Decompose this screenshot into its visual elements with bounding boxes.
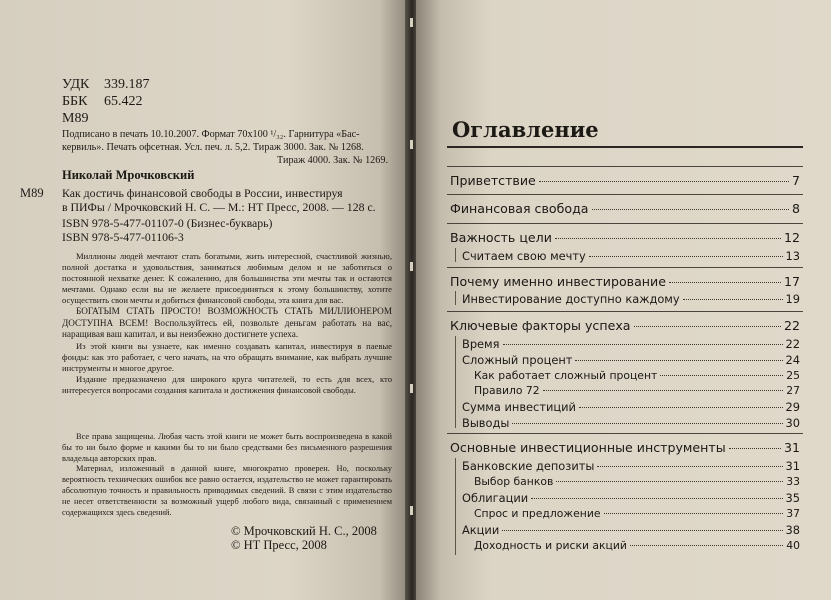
toc-entry-title: Облигации	[462, 491, 529, 505]
annotation-paragraph: Издание предназначено для широкого круга читателей, то есть для всех, кто интересуется вопросами создания капитала и достижения финансовой свободы.	[62, 374, 392, 396]
rights-paragraph: Материал, изложенный в данной книге, многократно проверен. Но, поскольку вероятность технических ошибок все равно остается, издательство не может гарантировать абсолютную точность и правильность приводимых сведений. В связи с этим издательство не несет ответственности за возможный ущерб любого вида, связанный с применением содержащихся здесь сведений.	[62, 464, 392, 517]
section-rule	[447, 311, 803, 312]
print-line-1: Подписано в печать 10.10.2007. Формат 70х100 ¹/₃₂. Гарнитура «Бас-	[62, 129, 360, 140]
section-rule	[447, 166, 803, 167]
toc-entry-page: 22	[785, 337, 800, 351]
toc-entry-page: 30	[785, 416, 800, 430]
biblio-line-1: Как достичь финансовой свободы в России, инвестируя	[62, 186, 343, 200]
toc-entry-page: 13	[785, 249, 800, 263]
dot-leader	[592, 209, 789, 210]
dot-leader	[556, 481, 783, 482]
dot-leader	[597, 466, 782, 467]
toc-entry	[462, 353, 800, 367]
toc-entry	[450, 201, 800, 216]
toc-entry-title: Основные инвестиционные инструменты	[450, 440, 726, 455]
toc-entry-page: 24	[785, 353, 800, 367]
toc-entry-page: 38	[785, 523, 800, 537]
subsection-bracket	[455, 248, 456, 262]
toc-entry-page: 33	[786, 475, 800, 488]
bbk-value: 65.422	[104, 94, 143, 109]
dot-leader	[503, 344, 783, 345]
author-name: Николай Мрочковский	[62, 168, 195, 182]
toc-entry-title: Правило 72	[474, 384, 540, 397]
toc-entry	[462, 459, 800, 473]
toc-entry	[462, 337, 800, 351]
section-rule	[447, 433, 803, 434]
toc-entry-title: Спрос и предложение	[474, 507, 601, 520]
toc-entry-title: Банковские депозиты	[462, 459, 595, 473]
toc-entry-page: 27	[786, 384, 800, 397]
dot-leader	[634, 326, 781, 327]
dot-leader	[539, 181, 789, 182]
dot-leader	[683, 299, 783, 300]
dot-leader	[660, 375, 783, 376]
subsection-bracket	[455, 458, 456, 555]
toc-entry-title: Акции	[462, 523, 500, 537]
toc-entry-title: Выбор банков	[474, 475, 554, 488]
udk-value: 339.187	[104, 77, 150, 92]
dot-leader	[531, 498, 782, 499]
bbk-label: ББК	[62, 94, 88, 109]
section-rule	[447, 194, 803, 195]
dot-leader	[729, 448, 781, 449]
toc-entry-page: 40	[786, 539, 800, 552]
print-line-3: Тираж 4000. Зак. № 1269.	[277, 155, 388, 166]
toc-entry-page: 35	[785, 491, 800, 505]
dot-leader	[579, 407, 783, 408]
margin-catalog-code: М89	[20, 186, 44, 200]
toc-entry-title: Доходность и риски акций	[474, 539, 627, 552]
toc-entry-title: Почему именно инвестирование	[450, 274, 666, 289]
toc-entry	[450, 230, 800, 245]
isbn-1: ISBN 978-5-477-01107-0 (Бизнес-букварь)	[62, 216, 273, 230]
rights-paragraph: Все права защищены. Любая часть этой книги не может быть воспроизведена в какой бы то ни было форме и какими бы то ни было средствами без письменного разрешения владельца авторских прав.	[62, 432, 392, 463]
toc-entry-title: Выводы	[462, 416, 510, 430]
toc-entry-title: Как работает сложный процент	[474, 369, 658, 382]
print-line-2: кервиль». Печать офсетная. Усл. печ. л. 5,2. Тираж 3000. Зак. № 1268.	[62, 142, 364, 153]
toc-entry-page: 37	[786, 507, 800, 520]
copyright-author: © Мрочковский Н. С., 2008	[231, 524, 377, 538]
toc-entry	[462, 292, 800, 306]
toc-entry	[462, 523, 800, 537]
toc-entry-title: Ключевые факторы успеха	[450, 318, 631, 333]
toc-entry	[462, 416, 800, 430]
toc-entry-title: Финансовая свобода	[450, 201, 589, 216]
toc-entry	[462, 491, 800, 505]
toc-entry	[474, 369, 800, 382]
toc-entry-title: Считаем свою мечту	[462, 249, 586, 263]
toc-entry	[474, 507, 800, 520]
toc-entry-title: Сумма инвестиций	[462, 400, 576, 414]
dot-leader	[630, 545, 783, 546]
toc-entry-page: 31	[783, 440, 800, 455]
annotation-paragraph: Из этой книги вы узнаете, как именно создавать капитал, инвестируя в паевые фонды: как это работает, с чего начать, на что обращать внимание, как выбрать лучшие инструменты и многое другое.	[62, 340, 392, 374]
toc-entry	[474, 384, 800, 397]
dot-leader	[604, 513, 784, 514]
catalog-code: М89	[62, 111, 89, 126]
biblio-line-2: в ПИФы / Мрочковский Н. С. — М.: НТ Пресс, 2008. — 128 с.	[62, 200, 376, 214]
toc-entry-page: 12	[783, 230, 800, 245]
toc-entry-title: Сложный процент	[462, 353, 573, 367]
toc-entry-page: 17	[783, 274, 800, 289]
toc-entry	[474, 475, 800, 488]
dot-leader	[589, 256, 783, 257]
dot-leader	[555, 238, 781, 239]
copyright-publisher: © НТ Пресс, 2008	[231, 538, 327, 552]
toc-entry	[474, 539, 800, 552]
section-rule	[447, 223, 803, 224]
toc-entry	[462, 249, 800, 263]
toc-entry	[450, 173, 800, 188]
subsection-bracket	[455, 336, 456, 428]
subsection-bracket	[455, 291, 456, 305]
isbn-2: ISBN 978-5-477-01106-3	[62, 230, 184, 244]
dot-leader	[512, 423, 782, 424]
toc-entry-title: Время	[462, 337, 500, 351]
toc-entry-page: 19	[785, 292, 800, 306]
toc-entry-page: 8	[791, 201, 800, 216]
annotation-paragraph: Миллионы людей мечтают стать богатыми, жить интересной, счастливой жизнью, полной достатка и удовольствия, заниматься любимым делом и не заботиться о постоянной нехватке денег. К сожалению, для большинства эти мечты так и остаются мечтами. Однако если вы не желаете присоединяться к этому большинству, хотите осуществить свои мечты и добиться финансовой свободы, эта книга для вас.	[62, 251, 392, 306]
dot-leader	[502, 530, 782, 531]
udk-label: УДК	[62, 77, 90, 92]
toc-entry-page: 31	[785, 459, 800, 473]
toc-entry-title: Инвестирование доступно каждому	[462, 292, 680, 306]
toc-entry	[450, 274, 800, 289]
toc-entry-page: 7	[791, 173, 800, 188]
toc-entry	[462, 400, 800, 414]
toc-entry-page: 25	[786, 369, 800, 382]
toc-entry-page: 29	[785, 400, 800, 414]
dot-leader	[575, 360, 782, 361]
dot-leader	[669, 282, 781, 283]
toc-entry-title: Важность цели	[450, 230, 552, 245]
dot-leader	[543, 390, 784, 391]
toc-entry	[450, 440, 800, 455]
toc-entry	[450, 318, 800, 333]
toc-entry-page: 22	[783, 318, 800, 333]
toc-title: Оглавление	[452, 117, 599, 142]
section-rule	[447, 267, 803, 268]
toc-entry-title: Приветствие	[450, 173, 536, 188]
annotation-paragraph: БОГАТЫМ СТАТЬ ПРОСТО! ВОЗМОЖНОСТЬ СТАТЬ МИЛЛИОНЕРОМ ДОСТУПНА ВСЕМ! Воспользуйтесь ей, позвольте деньгам работать на вас, наращивая ваш капитал, и вы неизбежно достигнете успеха.	[62, 306, 392, 340]
